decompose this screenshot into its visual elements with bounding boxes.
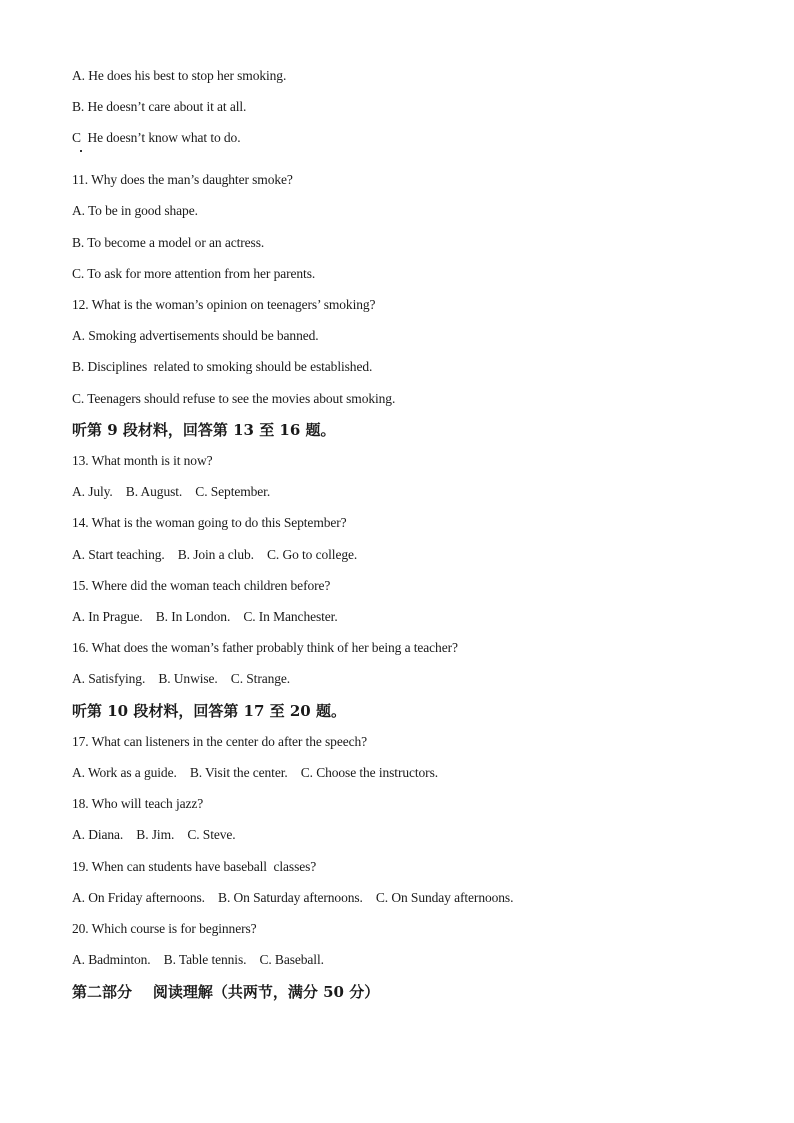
stray-dot — [80, 150, 82, 152]
q13-question: 13. What month is it now? — [72, 453, 213, 468]
q10-option-a: A. He does his best to stop her smoking. — [72, 68, 287, 83]
q11-option-b: B. To become a model or an actress. — [72, 235, 265, 250]
q19-options: A. On Friday afternoons. B. On Saturday afternoons. C. On Sunday afternoons. — [72, 890, 514, 905]
q14-options: A. Start teaching. B. Join a club. C. Go to college. — [72, 547, 358, 562]
q12-option-a: A. Smoking advertisements should be banned. — [72, 328, 319, 343]
q17-options: A. Work as a guide. B. Visit the center. C. Choose the instructors. — [72, 765, 439, 780]
q18-question: 18. Who will teach jazz? — [72, 796, 204, 811]
q11-question: 11. Why does the man’s daughter smoke? — [72, 172, 293, 187]
q11-option-a: A. To be in good shape. — [72, 203, 198, 218]
part-2-heading: 第二部分 阅读理解（共两节，满分 50 分） — [72, 983, 380, 1001]
q20-question: 20. Which course is for beginners? — [72, 921, 257, 936]
q12-option-b: B. Disciplines related to smoking should be established. — [72, 359, 373, 374]
q11-option-c: C. To ask for more attention from her parents. — [72, 266, 316, 281]
q10-option-c: C He doesn’t know what to do. — [72, 130, 241, 145]
q10-option-b: B. He doesn’t care about it at all. — [72, 99, 247, 114]
q12-option-c: C. Teenagers should refuse to see the movies about smoking. — [72, 391, 396, 406]
q13-options: A. July. B. August. C. September. — [72, 484, 271, 499]
q15-options: A. In Prague. B. In London. C. In Manchester. — [72, 609, 338, 624]
q14-question: 14. What is the woman going to do this September? — [72, 515, 347, 530]
q18-options: A. Diana. B. Jim. C. Steve. — [72, 827, 236, 842]
q20-options: A. Badminton. B. Table tennis. C. Baseball. — [72, 952, 324, 967]
q19-question: 19. When can students have baseball classes? — [72, 859, 317, 874]
q12-question: 12. What is the woman’s opinion on teenagers’ smoking? — [72, 297, 376, 312]
q16-question: 16. What does the woman’s father probably think of her being a teacher? — [72, 640, 458, 655]
section-10-heading: 听第 10 段材料，回答第 17 至 20 题。 — [72, 702, 346, 720]
section-9-heading: 听第 9 段材料，回答第 13 至 16 题。 — [72, 421, 336, 439]
q16-options: A. Satisfying. B. Unwise. C. Strange. — [72, 671, 291, 686]
q17-question: 17. What can listeners in the center do after the speech? — [72, 734, 368, 749]
q15-question: 15. Where did the woman teach children before? — [72, 578, 331, 593]
